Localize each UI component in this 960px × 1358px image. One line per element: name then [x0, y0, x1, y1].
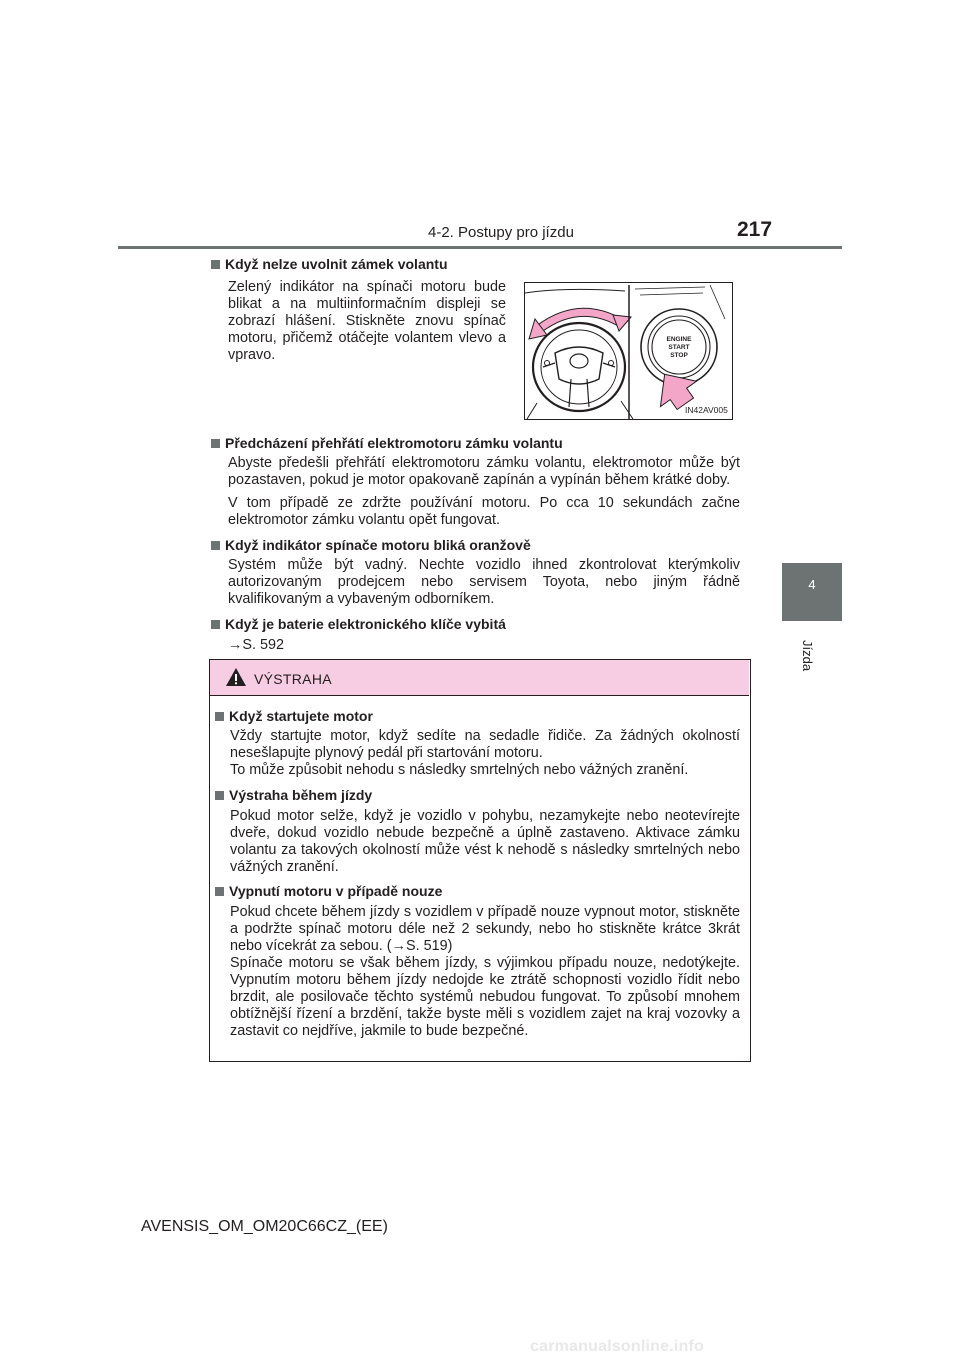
section-title: 4-2. Postupy pro jízdu [428, 224, 574, 241]
paragraph: Abyste předešli přehřátí elektromotoru zámku volantu, elektromotor může být pozastaven, pokud je motor opakovaně zapínán a vypínán během krátké doby. [228, 455, 740, 488]
button-line-stop: STOP [670, 352, 688, 359]
section-heading-orange-indicator: Když indikátor spínače motoru bliká oranžově [211, 536, 531, 554]
steering-illustration [524, 282, 733, 420]
square-bullet-icon [215, 887, 224, 896]
header-rule [118, 246, 842, 249]
chapter-tab [782, 563, 842, 621]
figure-code: IN42AV005 [685, 405, 728, 415]
square-bullet-icon [215, 791, 224, 800]
section-heading-steering-lock: Když nelze uvolnit zámek volantu [211, 255, 448, 273]
square-bullet-icon [211, 541, 220, 550]
warning-heading-driving: Výstraha během jízdy [215, 786, 372, 804]
page-reference: →S. 592 [228, 637, 284, 653]
paragraph: Systém může být vadný. Nechte vozidlo ihned zkontrolovat kterýmkoliv autorizovaným prodejcem nebo servisem Toyota, nebo jiným řádně kvalifikovaným a vybaveným odborníkem. [228, 557, 740, 607]
warning-paragraph: Spínače motoru se však během jízdy, s výjimkou případu nouze, nedotýkejte. Vypnutím motoru během jízdy nedojde ke ztrátě schopnosti vozidlo řídit nebo brzdit, ale posilovače těchto systémů nebudou fungovat. To způsobí mnohem obtížnější řízení a brzdění, takže byste měli s vozidlem zajet na kraj vozovky a zastavit co nejdříve, jakmile to bude bezpečné. [230, 955, 740, 1039]
square-bullet-icon [211, 439, 220, 448]
button-line-start: START [668, 344, 690, 351]
paragraph: V tom případě ze zdržte používání motoru. Po cca 10 sekundách začne elektromotor zámku volantu opět fungovat. [228, 495, 740, 528]
page-number: 217 [737, 218, 773, 241]
document-code: AVENSIS_OM_OM20C66CZ_(EE) [141, 1218, 388, 1235]
warning-paragraph: To může způsobit nehodu s následky smrtelných nebo vážných zranění. [230, 762, 689, 778]
section-heading-overheat: Předcházení přehřátí elektromotoru zámku volantu [211, 434, 563, 452]
warning-paragraph: Pokud motor selže, když je vozidlo v pohybu, nezamykejte nebo neotevírejte dveře, dokud vozidlo nebude bezpečně a úplně zastaveno. Aktivace zámku volantu za takových okolností může vést k nehodě s následky smrtelných nebo vážných zranění. [230, 808, 740, 875]
warning-paragraph: Pokud chcete během jízdy s vozidlem v případě nouze vypnout motor, stiskněte a podržte spínač motoru déle než 2 sekundy, nebo ho stiskněte krátce 3krát nebo vícekrát za sebou. (→S. 519) [230, 904, 740, 954]
warning-triangle-icon [225, 667, 247, 687]
square-bullet-icon [215, 712, 224, 721]
chapter-number: 4 [808, 577, 816, 592]
paragraph: Zelený indikátor na spínači motoru bude blikat a na multiinformačním displeji se zobrazí hlášení. Stiskněte znovu spínač motoru, přičemž otáčejte volantem vlevo a vpravo. [228, 279, 506, 363]
warning-heading-emergency-stop: Vypnutí motoru v případě nouze [215, 882, 442, 900]
chapter-label: Jízda [800, 640, 815, 672]
square-bullet-icon [211, 620, 220, 629]
section-heading-key-battery: Když je baterie elektronického klíče vybitá [211, 615, 506, 633]
steering-wheel-illustration [525, 283, 732, 419]
watermark: carmanualsonline.info [530, 1338, 705, 1355]
warning-paragraph: Vždy startujte motor, když sedíte na sedadle řidiče. Za žádných okolností nesešlapujte plynový pedál při startování motoru. [230, 728, 740, 761]
button-line-engine: ENGINE [666, 336, 692, 343]
warning-title: VÝSTRAHA [254, 671, 332, 687]
warning-heading-starting: Když startujete motor [215, 707, 373, 725]
square-bullet-icon [211, 260, 220, 269]
